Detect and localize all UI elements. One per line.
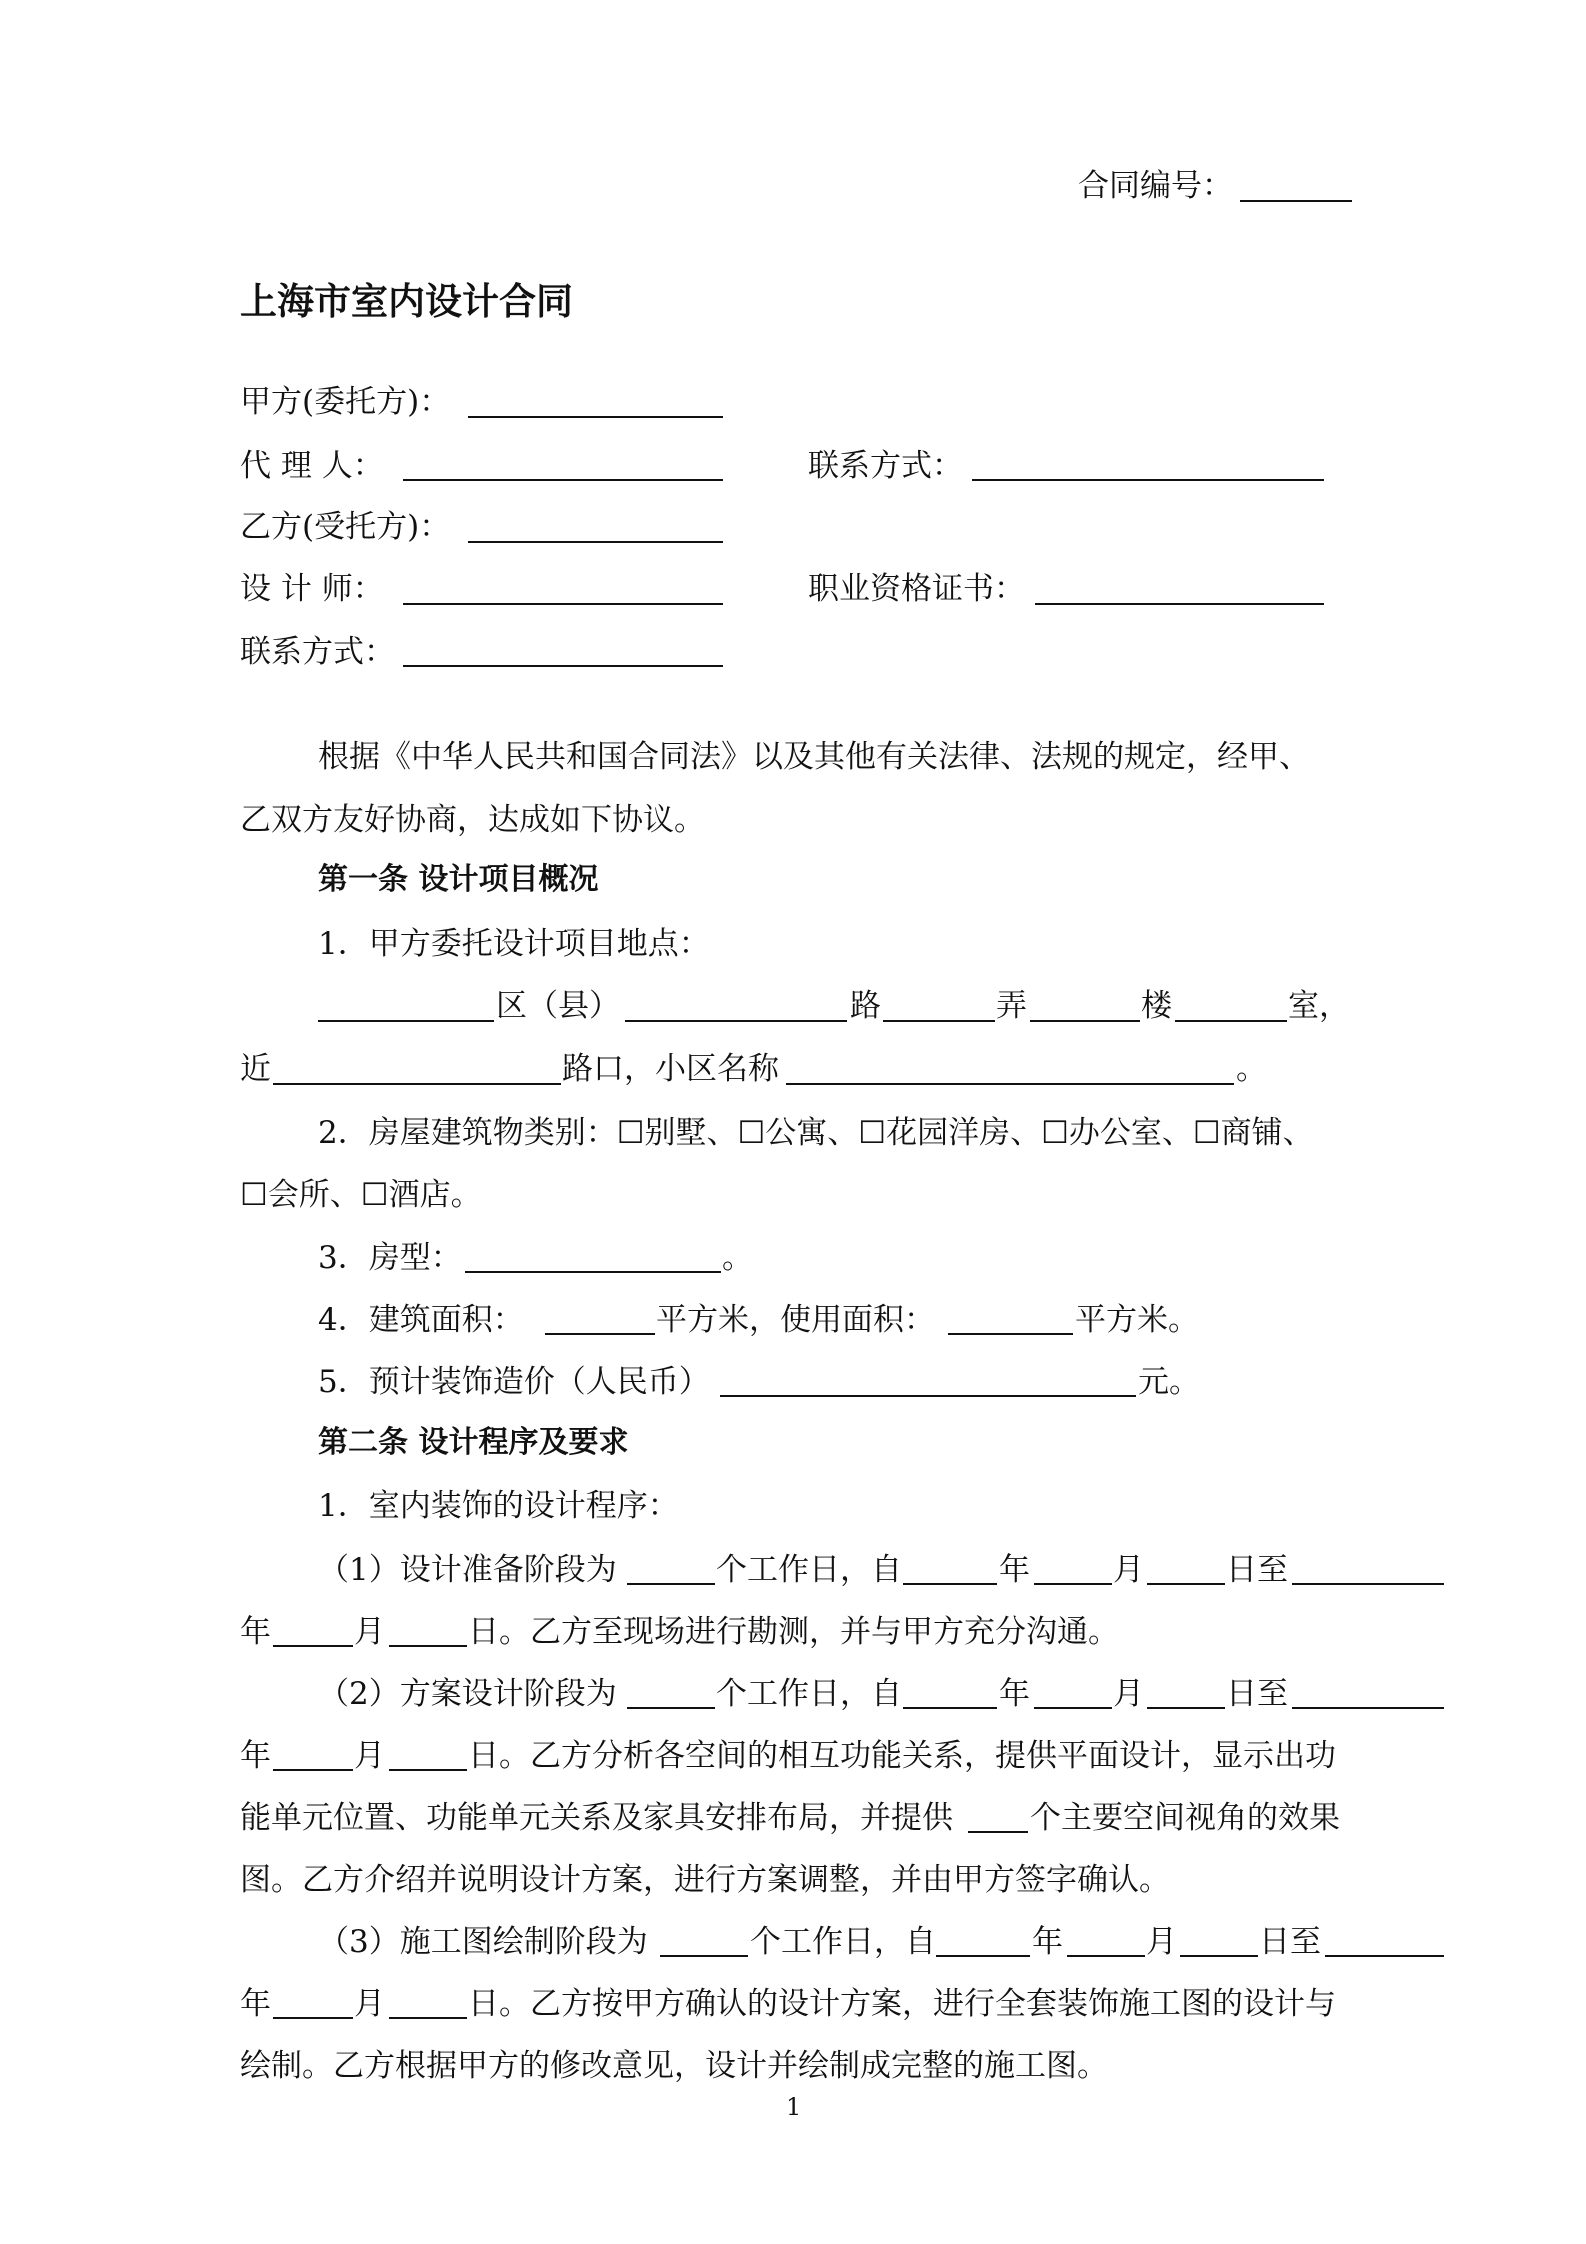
article-1-item-4-unit-1: 平方米，使用面积： [656, 1302, 935, 1338]
agent-contact-blank[interactable] [972, 479, 1324, 481]
near-label: 近 [240, 1051, 271, 1087]
stage-2-end-day-blank[interactable] [389, 1769, 467, 1771]
building-blank[interactable] [1030, 1020, 1140, 1022]
intro-line-2: 乙双方友好协商，达成如下协议。 [240, 802, 705, 838]
stage-1-end-month: 月 [354, 1614, 385, 1650]
stage-2-days-blank[interactable] [627, 1707, 715, 1709]
rendering-count-blank[interactable] [968, 1831, 1028, 1833]
usable-area-blank[interactable] [948, 1333, 1073, 1335]
stage-3-end-month-blank[interactable] [273, 2017, 353, 2019]
lane-blank[interactable] [883, 1020, 995, 1022]
article-2-heading: 第二条 设计程序及要求 [318, 1425, 629, 1460]
stage-3-start-day-blank[interactable] [1180, 1955, 1258, 1957]
stage-1-start-day-blank[interactable] [1147, 1583, 1225, 1585]
party-a-label: 甲方(委托方)： [240, 384, 451, 420]
district-label: 区（县） [496, 988, 620, 1024]
stage-2-days: 个工作日，自 [716, 1676, 902, 1712]
stage-1-end-year-blank[interactable] [1292, 1583, 1444, 1585]
article-1-item-4-label: 4．建筑面积： [318, 1302, 524, 1338]
road-blank[interactable] [625, 1020, 847, 1022]
designer-contact-label: 联系方式： [240, 634, 395, 670]
designer-label: 设 计 师： [240, 571, 384, 607]
near-end: 。 [1236, 1051, 1267, 1087]
party-b-blank[interactable] [468, 541, 723, 543]
stage-1-description: 日。乙方至现场进行勘测，并与甲方充分沟通。 [468, 1614, 1119, 1650]
article-1-item-3-label: 3．房型： [318, 1240, 462, 1276]
room-blank[interactable] [1175, 1020, 1287, 1022]
stage-3-days-blank[interactable] [660, 1955, 748, 1957]
stage-2-year: 年 [999, 1676, 1030, 1712]
article-1-item-1: 1．甲方委托设计项目地点： [318, 926, 710, 962]
stage-3-end-month: 月 [354, 1986, 385, 2022]
building-label: 楼 [1141, 988, 1172, 1024]
stage-2-start-month-blank[interactable] [1034, 1707, 1112, 1709]
stage-3-end-day-blank[interactable] [389, 2017, 467, 2019]
stage-2-end-year-blank[interactable] [1292, 1707, 1444, 1709]
stage-1-end-day-blank[interactable] [389, 1645, 467, 1647]
stage-1-days-blank[interactable] [627, 1583, 715, 1585]
stage-3-month: 月 [1146, 1924, 1177, 1960]
article-1-item-3-end: 。 [722, 1240, 753, 1276]
agent-contact-label: 联系方式： [808, 448, 963, 484]
house-type-blank[interactable] [465, 1271, 721, 1273]
stage-1-start-month-blank[interactable] [1034, 1583, 1112, 1585]
stage-1-year: 年 [999, 1552, 1030, 1588]
certificate-blank[interactable] [1035, 603, 1324, 605]
stage-2-end-month-blank[interactable] [273, 1769, 353, 1771]
stage-1-prefix: （1）设计准备阶段为 [318, 1552, 617, 1588]
near-road-blank[interactable] [273, 1083, 561, 1085]
stage-2-month: 月 [1113, 1676, 1144, 1712]
stage-1-day-to: 日至 [1226, 1552, 1288, 1588]
document-title: 上海市室内设计合同 [240, 280, 573, 323]
stage-2-start-day-blank[interactable] [1147, 1707, 1225, 1709]
stage-2-prefix: （2）方案设计阶段为 [318, 1676, 617, 1712]
stage-1-end-year: 年 [240, 1614, 271, 1650]
road-label: 路 [850, 988, 881, 1024]
stage-3-description-line-2: 绘制。乙方根据甲方的修改意见，设计并绘制成完整的施工图。 [240, 2048, 1108, 2084]
stage-3-days: 个工作日，自 [750, 1924, 936, 1960]
article-1-item-2-line-2: ☐会所、☐酒店。 [240, 1177, 482, 1213]
intro-line-1: 根据《中华人民共和国合同法》以及其他有关法律、法规的规定，经甲、 [318, 739, 1310, 775]
article-1-item-5-end: 元。 [1138, 1364, 1200, 1400]
article-1-item-5-label: 5．预计装饰造价（人民币） [318, 1364, 710, 1400]
article-2-item-1: 1．室内装饰的设计程序： [318, 1488, 679, 1524]
contract-number-label: 合同编号： [1078, 168, 1233, 204]
stage-2-start-year-blank[interactable] [903, 1707, 997, 1709]
stage-1-days: 个工作日，自 [716, 1552, 902, 1588]
designer-blank[interactable] [403, 603, 723, 605]
stage-1-start-year-blank[interactable] [903, 1583, 997, 1585]
stage-2-description-line-2b: 个主要空间视角的效果 [1030, 1800, 1340, 1836]
stage-3-prefix: （3）施工图绘制阶段为 [318, 1924, 648, 1960]
party-a-blank[interactable] [468, 416, 723, 418]
stage-2-description-line-1: 日。乙方分析各空间的相互功能关系，提供平面设计，显示出功 [468, 1738, 1336, 1774]
stage-3-end-year: 年 [240, 1986, 271, 2022]
building-area-blank[interactable] [545, 1333, 655, 1335]
room-label: 室， [1288, 988, 1350, 1024]
designer-contact-blank[interactable] [403, 665, 723, 667]
article-1-item-2-line-1: 2．房屋建筑物类别：☐别墅、☐公寓、☐花园洋房、☐办公室、☐商铺、 [318, 1115, 1314, 1151]
stage-3-start-month-blank[interactable] [1067, 1955, 1145, 1957]
stage-3-start-year-blank[interactable] [936, 1955, 1030, 1957]
stage-2-description-line-3: 图。乙方介绍并说明设计方案，进行方案调整，并由甲方签字确认。 [240, 1862, 1170, 1898]
estimated-cost-blank[interactable] [720, 1395, 1136, 1397]
stage-3-day-to: 日至 [1259, 1924, 1321, 1960]
party-b-label: 乙方(受托方)： [240, 509, 451, 545]
article-1-heading: 第一条 设计项目概况 [318, 862, 599, 897]
stage-3-end-year-blank[interactable] [1325, 1955, 1444, 1957]
stage-3-year: 年 [1032, 1924, 1063, 1960]
community-name-blank[interactable] [786, 1083, 1234, 1085]
agent-label: 代 理 人： [240, 448, 384, 484]
stage-1-month: 月 [1113, 1552, 1144, 1588]
contract-number-blank[interactable] [1240, 200, 1352, 202]
crossing-label: 路口，小区名称 [562, 1051, 779, 1087]
stage-2-end-month: 月 [354, 1738, 385, 1774]
district-blank[interactable] [318, 1020, 494, 1022]
stage-2-end-year: 年 [240, 1738, 271, 1774]
stage-1-end-month-blank[interactable] [273, 1645, 353, 1647]
agent-blank[interactable] [403, 479, 723, 481]
stage-2-day-to: 日至 [1226, 1676, 1288, 1712]
lane-label: 弄 [996, 988, 1027, 1024]
article-1-item-4-unit-2: 平方米。 [1075, 1302, 1199, 1338]
certificate-label: 职业资格证书： [808, 571, 1025, 607]
stage-3-description-line-1: 日。乙方按甲方确认的设计方案，进行全套装饰施工图的设计与 [468, 1986, 1336, 2022]
page-number: 1 [786, 2093, 802, 2121]
stage-2-description-line-2a: 能单元位置、功能单元关系及家具安排布局，并提供 [240, 1800, 953, 1836]
